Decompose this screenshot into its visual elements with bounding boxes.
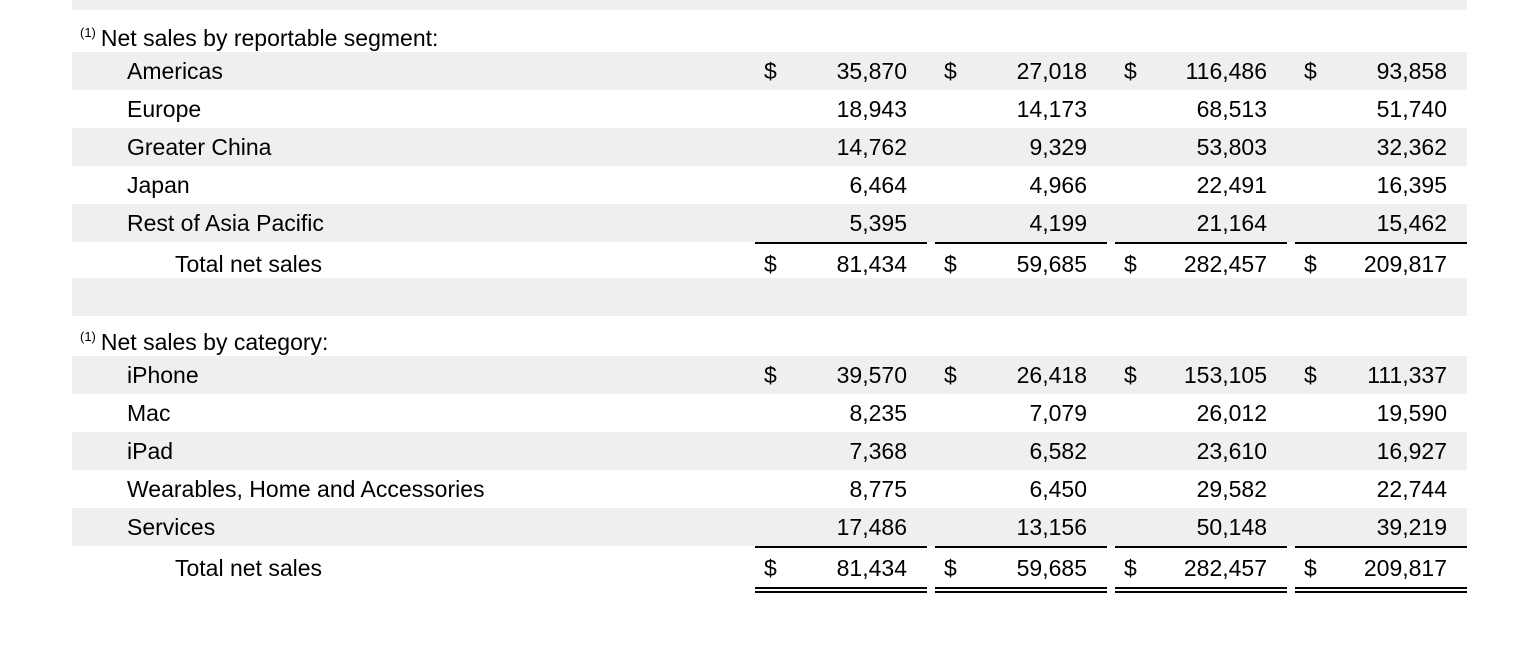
underline-rule [1295, 587, 1467, 589]
total-value-cell: 81,434 [836, 555, 907, 581]
value-cell: 111,337 [1367, 362, 1447, 388]
value-cell: 17,486 [836, 514, 907, 540]
currency-symbol: $ [764, 58, 777, 84]
currency-symbol: $ [944, 58, 957, 84]
value-cell: 93,858 [1376, 58, 1447, 84]
row-label: Services [127, 514, 216, 540]
row-label: iPhone [127, 362, 199, 388]
value-cell: 7,079 [1029, 400, 1087, 426]
row-shading [72, 278, 1467, 316]
table-row [0, 356, 1534, 394]
currency-symbol: $ [1304, 362, 1317, 388]
currency-symbol: $ [1124, 555, 1137, 581]
section-title [80, 318, 328, 356]
total-value-cell: 59,685 [1016, 251, 1087, 277]
section-header [0, 14, 1534, 52]
value-cell: 19,590 [1376, 400, 1447, 426]
currency-symbol: $ [1124, 362, 1137, 388]
currency-symbol: $ [1304, 58, 1317, 84]
table-row [0, 470, 1534, 508]
table-row [0, 128, 1534, 166]
value-cell: 5,395 [849, 210, 907, 236]
underline-rule [935, 587, 1107, 589]
value-cell: 14,762 [836, 134, 907, 160]
value-cell: 9,329 [1029, 134, 1087, 160]
underline-rule [1295, 591, 1467, 593]
section-title-text: Net sales by category: [100, 329, 329, 355]
currency-symbol: $ [764, 251, 777, 277]
value-cell: 116,486 [1185, 58, 1267, 84]
table-row [0, 166, 1534, 204]
value-cell: 26,418 [1016, 362, 1087, 388]
value-cell: 14,173 [1016, 96, 1087, 122]
value-cell: 22,491 [1196, 172, 1267, 198]
total-label: Total net sales [175, 555, 323, 581]
row-label: Wearables, Home and Accessories [127, 476, 485, 502]
section-title [80, 14, 438, 52]
table-row [0, 394, 1534, 432]
row-label: Greater China [127, 134, 272, 160]
underline-rule [755, 587, 927, 589]
total-row [0, 546, 1534, 584]
value-cell: 8,775 [849, 476, 907, 502]
total-value-cell: 209,817 [1363, 555, 1447, 581]
footnote-marker: (1) [80, 329, 96, 344]
value-cell: 39,570 [836, 362, 907, 388]
row-shading [72, 0, 1467, 10]
table-row [0, 432, 1534, 470]
row-label: iPad [127, 438, 174, 464]
value-cell: 51,740 [1376, 96, 1447, 122]
value-cell: 39,219 [1376, 514, 1447, 540]
value-cell: 4,966 [1029, 172, 1087, 198]
value-cell: 53,803 [1196, 134, 1267, 160]
value-cell: 32,362 [1376, 134, 1447, 160]
total-value-cell: 209,817 [1363, 251, 1447, 277]
value-cell: 26,012 [1196, 400, 1267, 426]
currency-symbol: $ [764, 362, 777, 388]
total-value-cell: 282,457 [1183, 555, 1267, 581]
value-cell: 22,744 [1376, 476, 1447, 502]
row-label: Europe [127, 96, 202, 122]
table-row [0, 90, 1534, 128]
total-value-cell: 59,685 [1016, 555, 1087, 581]
currency-symbol: $ [944, 251, 957, 277]
total-label: Total net sales [175, 251, 323, 277]
currency-symbol: $ [944, 362, 957, 388]
value-cell: 6,450 [1029, 476, 1087, 502]
row-label: Americas [127, 58, 223, 84]
value-cell: 23,610 [1196, 438, 1267, 464]
total-row [0, 242, 1534, 280]
footnote-marker: (1) [80, 25, 96, 40]
value-cell: 18,943 [836, 96, 907, 122]
currency-symbol: $ [944, 555, 957, 581]
value-cell: 35,870 [836, 58, 907, 84]
section-header [0, 318, 1534, 356]
value-cell: 4,199 [1029, 210, 1087, 236]
currency-symbol: $ [1304, 555, 1317, 581]
value-cell: 50,148 [1196, 514, 1267, 540]
underline-rule [1115, 591, 1287, 593]
table-row [0, 204, 1534, 242]
total-value-cell: 282,457 [1183, 251, 1267, 277]
value-cell: 29,582 [1196, 476, 1267, 502]
underline-rule [1115, 587, 1287, 589]
currency-symbol: $ [764, 555, 777, 581]
value-cell: 13,156 [1016, 514, 1087, 540]
row-label: Mac [127, 400, 171, 426]
value-cell: 7,368 [849, 438, 907, 464]
currency-symbol: $ [1124, 58, 1137, 84]
currency-symbol: $ [1304, 251, 1317, 277]
row-label: Japan [127, 172, 190, 198]
table-row [0, 508, 1534, 546]
value-cell: 27,018 [1016, 58, 1087, 84]
value-cell: 21,164 [1196, 210, 1267, 236]
value-cell: 6,582 [1029, 438, 1087, 464]
underline-rule [755, 591, 927, 593]
currency-symbol: $ [1124, 251, 1137, 277]
underline-rule [935, 591, 1107, 593]
value-cell: 153,105 [1183, 362, 1267, 388]
value-cell: 16,927 [1376, 438, 1447, 464]
total-value-cell: 81,434 [836, 251, 907, 277]
value-cell: 16,395 [1376, 172, 1447, 198]
value-cell: 8,235 [849, 400, 907, 426]
value-cell: 68,513 [1196, 96, 1267, 122]
table-row [0, 52, 1534, 90]
row-label: Rest of Asia Pacific [127, 210, 324, 236]
value-cell: 15,462 [1376, 210, 1447, 236]
value-cell: 6,464 [849, 172, 907, 198]
section-title-text: Net sales by reportable segment: [100, 25, 439, 51]
